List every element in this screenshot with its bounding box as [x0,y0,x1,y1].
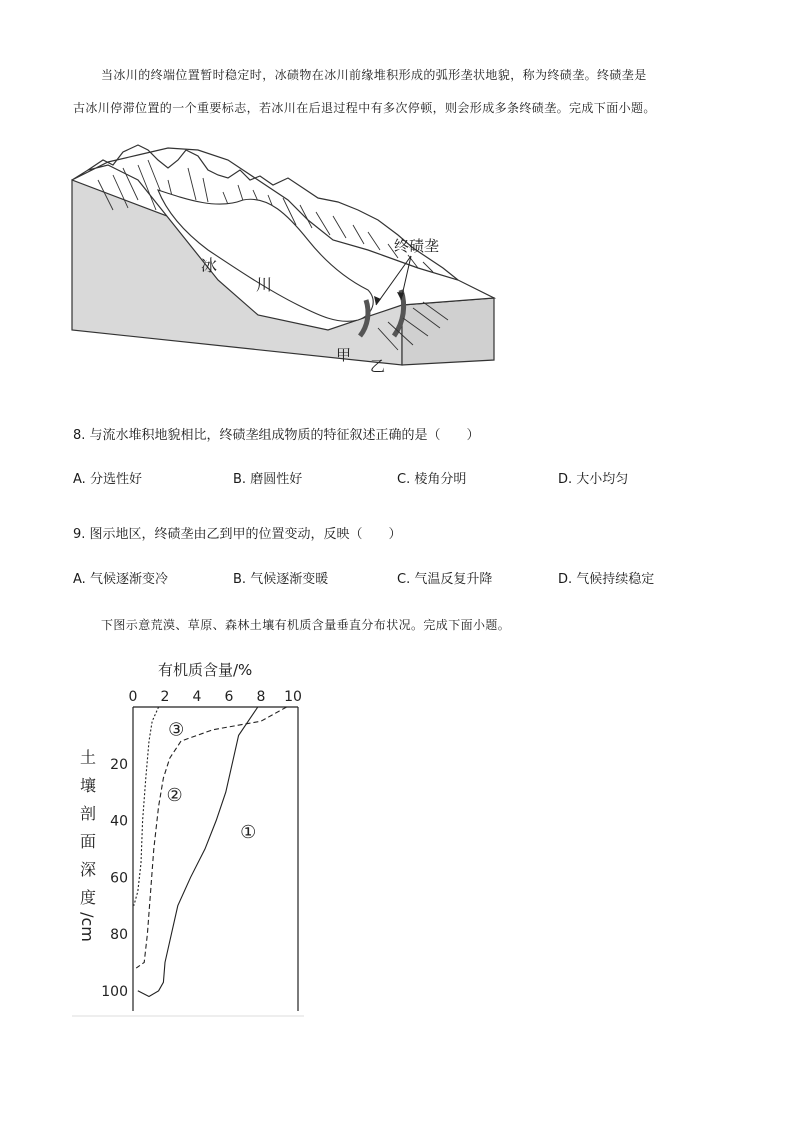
y-label-char: 面 [79,832,97,851]
series-label-1: ① [240,821,257,843]
question-8-option-b[interactable] [233,471,302,489]
x-tick-label: 0 [128,689,138,705]
option-text: 气候逐渐变暖 [250,572,329,587]
question-9-option-c[interactable] [397,571,492,589]
intro-line-2: 古冰川停滞位置的一个重要标志，若冰川在后退过程中有多次停顿，则会形成多条终碛垄。完成下面小题。 [73,101,656,115]
y-tick-label: 20 [110,756,128,773]
y-tick-label: 60 [110,870,128,887]
series-label-2: ② [166,784,183,806]
block-right-face [402,298,494,365]
y-tick-label: 40 [110,813,128,830]
y-tick-labels [101,757,128,1000]
option-letter: C. [397,472,411,487]
option-text: 气候逐渐变冷 [89,572,168,587]
question-8-option-d[interactable] [558,471,628,489]
x-tick-labels [129,689,302,705]
option-text: 大小均匀 [576,472,629,487]
option-text: 气候持续稳定 [576,572,655,587]
y-label-char: 深 [79,860,97,879]
question-9-option-b[interactable] [233,571,328,589]
option-text: 棱角分明 [414,472,467,487]
label-yi: 乙 [370,357,386,375]
glacier-moraine-figure [68,140,500,402]
y-label-char: 土 [79,748,97,767]
option-letter: D. [558,472,573,487]
series-label-3: ③ [168,719,185,741]
series-line-1 [138,707,258,997]
y-label-char: /cm [78,912,97,942]
y-label-char: 度 [79,888,97,907]
y-tick-label: 80 [110,927,128,944]
chart-title: 有机质含量/% [158,661,253,679]
question-8-option-a[interactable] [73,471,142,489]
question-8-option-c[interactable] [397,471,466,489]
option-text: 磨圆性好 [250,472,303,487]
x-tick-label: 8 [256,689,266,705]
option-letter: D. [558,572,573,587]
series-line-3 [134,707,159,906]
y-label-char: 壤 [79,776,97,795]
chart-series [134,707,287,997]
x-tick-label: 6 [224,689,234,705]
soil-organic-matter-chart [68,655,308,1020]
series-line-2 [136,707,286,968]
y-axis-label [78,748,97,942]
moraine-label: 终碛垄 [394,237,440,255]
x-tick-label: 10 [284,689,302,705]
x-tick-label: 2 [160,689,170,705]
option-letter: B. [233,472,247,487]
question-9-option-a[interactable] [73,571,168,589]
intro-line-1: 当冰川的终端位置暂时稳定时，冰碛物在冰川前缘堆积形成的弧形垄状地貌，称为终碛垄。终碛垄是 [101,68,647,82]
option-text: 分选性好 [89,472,142,487]
question-8-stem: 8. 与流水堆积地貌相比，终碛垄组成物质的特征叙述正确的是（ ） [73,428,480,443]
option-letter: B. [233,572,247,587]
option-text: 气温反复升降 [414,572,493,587]
label-jia: 甲 [336,346,352,364]
option-letter: C. [397,572,411,587]
option-letter: A. [73,572,86,587]
option-letter: A. [73,472,86,487]
question-9-stem: 9. 图示地区，终碛垄由乙到甲的位置变动，反映（ ） [73,527,402,542]
glacier-label-1: 冰 [201,256,218,275]
question-9-option-d[interactable] [558,571,654,589]
x-tick-label: 4 [192,689,202,705]
intro-2: 下图示意荒漠、草原、森林土壤有机质含量垂直分布状况。完成下面小题。 [101,618,511,632]
y-label-char: 剖 [79,804,97,823]
glacier-label-2: 川 [256,275,273,294]
y-tick-label: 100 [101,983,128,1000]
